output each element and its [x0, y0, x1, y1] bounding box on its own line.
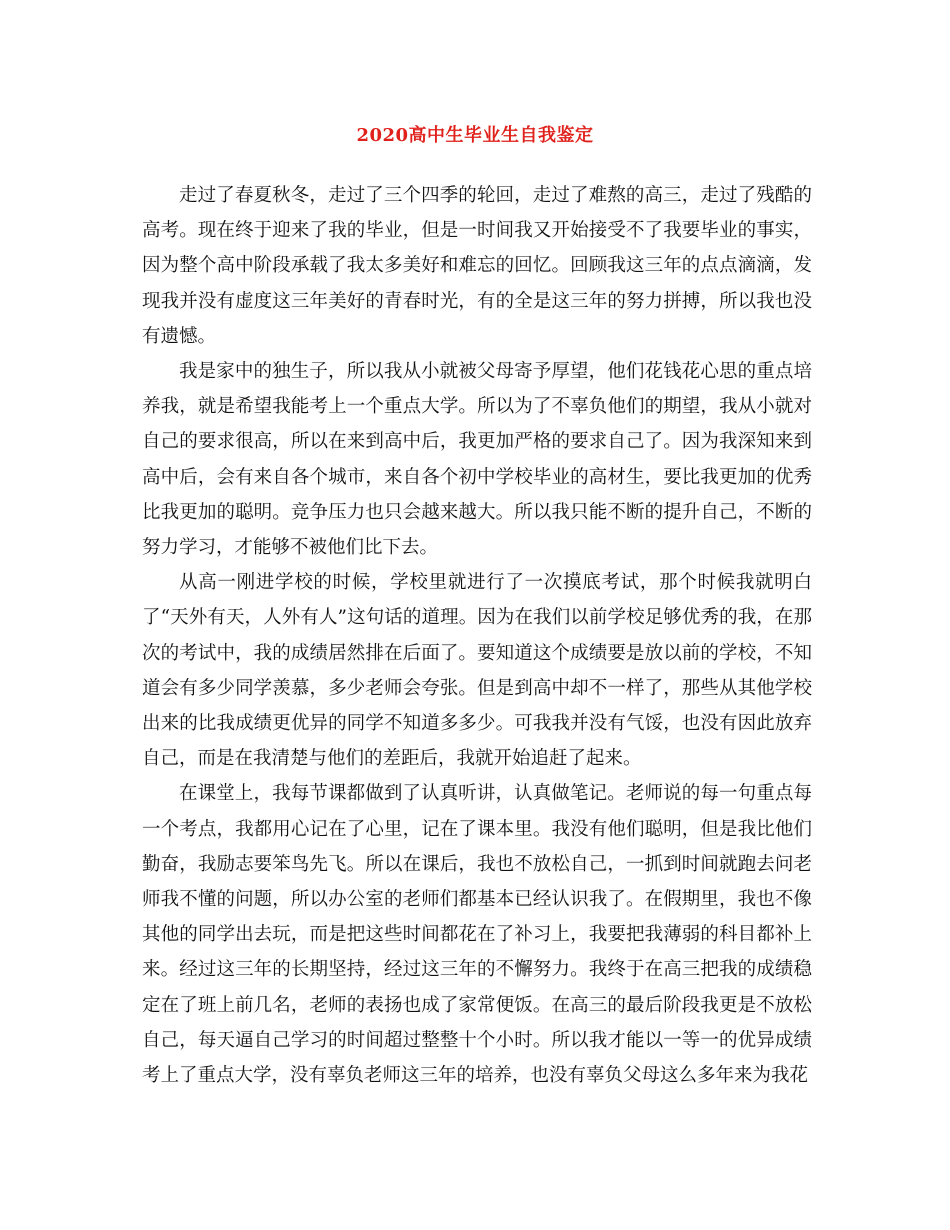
paragraph-3: 从高一刚进学校的时候，学校里就进行了一次摸底考试，那个时候我就明白了“天外有天，人外有人”这句话的道理。因为在我们以前学校足够优秀的我，在那次的考试中，我的成绩居然排在后面了。要知道这个成绩要是放以前的学校，不知道会有多少同学羡慕，多少老师会夸张。但是到高中却不一样了，那些从其他学校出来的比我成绩更优异的同学不知道多多少。可我我并没有气馁，也没有因此放弃自己，而是在我清楚与他们的差距后，我就开始追赶了起来。 [142, 572, 812, 770]
document-title: 2020高中生毕业生自我鉴定 [356, 125, 594, 146]
paragraph-4: 在课堂上，我每节课都做到了认真听讲，认真做笔记。老师说的每一句重点每一个考点，我都用心记在了心里，记在了课本里。我没有他们聪明，但是我比他们勤奋，我励志要笨鸟先飞。所以在课后，我也不放松自己，一抓到时间就跑去问老师我不懂的问题，所以办公室的老师们都基本已经认识我了。在假期里，我也不像其他的同学出去玩，而是把这些时间都花在了补习上，我要把我薄弱的科目都补上来。经过这三年的长期坚持，经过这三年的不懈努力。我终于在高三把我的成绩稳定在了班上前几名，老师的表扬也成了家常便饭。在高三的最后阶段我更是不放松自己，每天逼自己学习的时间超过整整十个小时。所以我才能以一等一的优异成绩考上了重点大学，没有辜负老师这三年的培养，也没有辜负父母这么多年来为我花 [142, 783, 812, 1087]
paragraph-2: 我是家中的独生子，所以我从小就被父母寄予厚望，他们花钱花心思的重点培养我，就是希望我能考上一个重点大学。所以为了不辜负他们的期望，我从小就对自己的要求很高，所以在来到高中后，我更加严格的要求自己了。因为我深知来到高中后，会有来自各个城市，来自各个初中学校毕业的高材生，要比我更加的优秀比我更加的聪明。竞争压力也只会越来越大。所以我只能不断的提升自己，不断的努力学习，才能够不被他们比下去。 [142, 361, 812, 559]
paragraph-1: 走过了春夏秋冬，走过了三个四季的轮回，走过了难熬的高三，走过了残酷的高考。现在终于迎来了我的毕业，但是一时间我又开始接受不了我要毕业的事实，因为整个高中阶段承载了我太多美好和难忘的回忆。回顾我这三年的点点滴滴，发现我并没有虚度这三年美好的青春时光，有的全是这三年的努力拼搏，所以我也没有遗憾。 [142, 185, 812, 347]
document-body [142, 178, 812, 1093]
